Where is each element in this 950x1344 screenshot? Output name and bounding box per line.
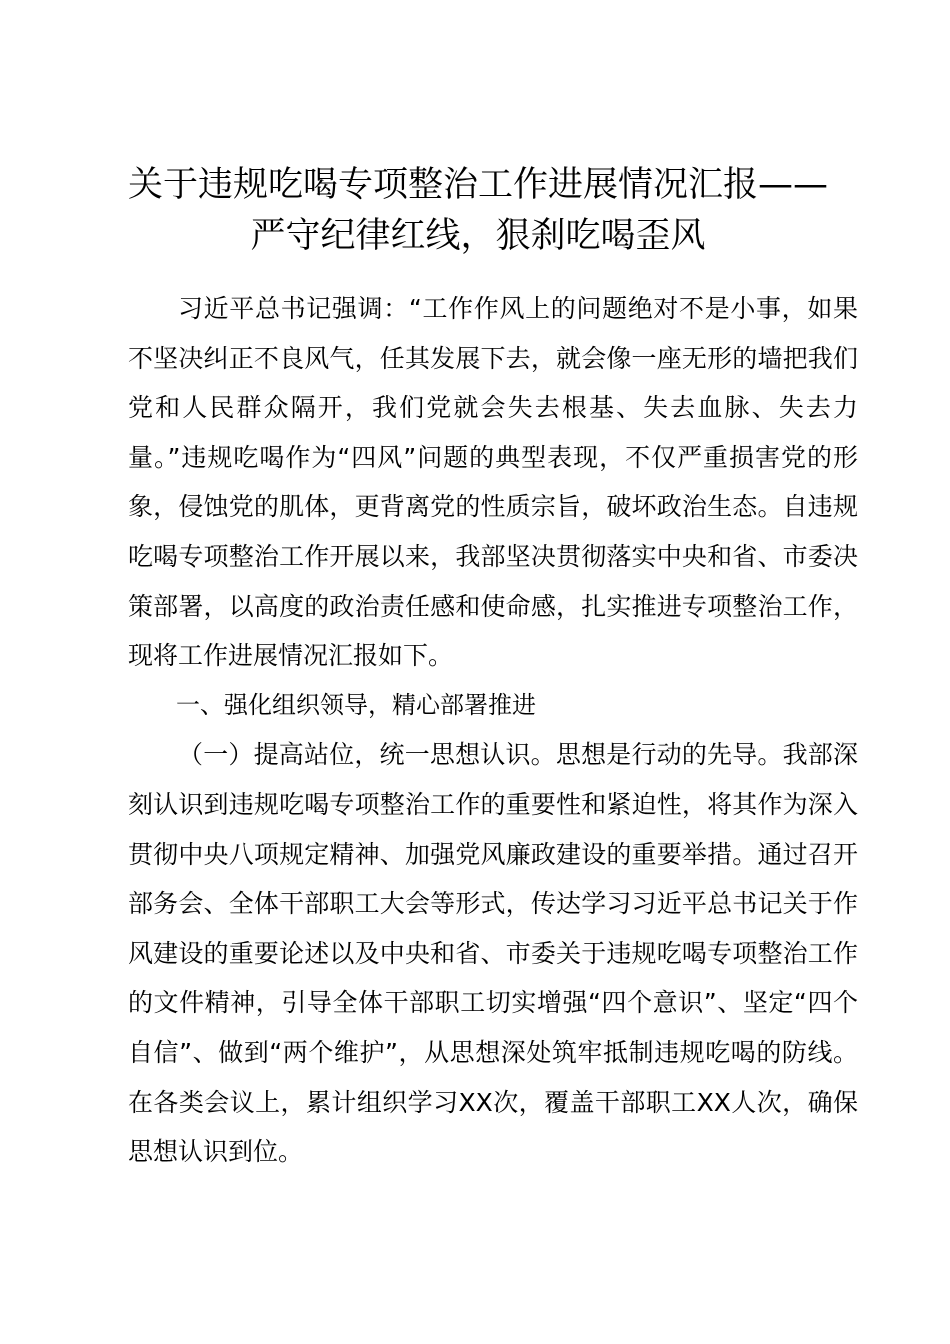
section-heading: 一、强化组织领导，精心部署推进 — [176, 690, 536, 719]
intro-paragraph: 习近平总书记强调：“工作作风上的问题绝对不是小事，如果不坚决纠正不良风气，任其发展下去，就会像一座无形的墙把我们党和人民群众隔开，我们党就会失去根基、失去血脉、失去力量。”违规吃喝作为“四风”问题的典型表现，不仅严重损害党的形象，侵蚀党的肌体，更背离党的性质宗旨，破坏政治生态。自违规吃喝专项整治工作开展以来，我部坚决贯彻落实中央和省、市委决策部署，以高度的政治责任感和使命感，扎实推进专项整治工作，现将工作进展情况汇报如下。 — [128, 294, 858, 671]
section-paragraph: （一）提高站位，统一思想认识。思想是行动的先导。我部深刻认识到违规吃喝专项整治工作的重要性和紧迫性，将其作为深入贯彻中央八项规定精神、加强党风廉政建设的重要举措。通过召开部务会、全体干部职工大会等形式，传达学习习近平总书记关于作风建设的重要论述以及中央和省、市委关于违规吃喝专项整治工作的文件精神，引导全体干部职工切实增强“四个意识”、坚定“四个自信”、做到“两个维护”，从思想深处筑牢抵制违规吃喝的防线。在各类会议上，累计组织学习XX次，覆盖干部职工XX人次，确保思想认识到位。 — [128, 740, 858, 1167]
document-title: 关于违规吃喝专项整治工作进展情况汇报——严守纪律红线，狠刹吃喝歪风 — [128, 165, 829, 256]
document-body — [128, 284, 858, 1177]
